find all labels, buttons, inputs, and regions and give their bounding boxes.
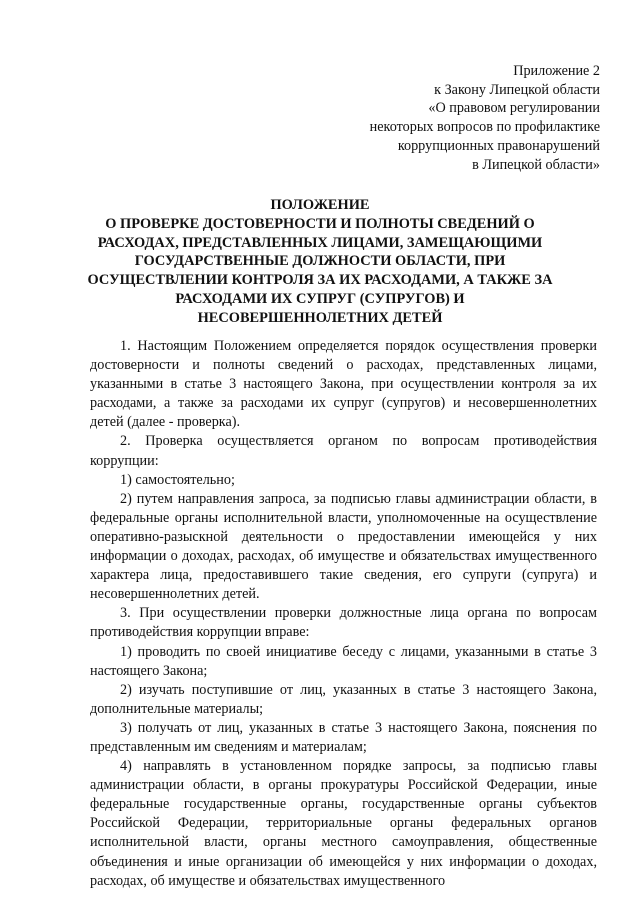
document-body bbox=[90, 337, 597, 891]
title-line: ПОЛОЖЕНИЕ bbox=[270, 197, 370, 213]
paragraph: 1) проводить по своей инициативе беседу с лицами, указанными в статье 3 настоящего Закона; bbox=[90, 643, 597, 679]
appendix-line: к Закону Липецкой области bbox=[434, 81, 600, 98]
title-line: ГОСУДАРСТВЕННЫЕ ДОЛЖНОСТИ ОБЛАСТИ, ПРИ bbox=[134, 253, 506, 270]
appendix-line: «О правовом регулировании bbox=[428, 100, 600, 117]
paragraph: 1) самостоятельно; bbox=[120, 471, 235, 488]
title-line: О ПРОВЕРКЕ ДОСТОВЕРНОСТИ И ПОЛНОТЫ СВЕДЕНИЙ О bbox=[105, 215, 535, 232]
title-line: РАСХОДАХ, ПРЕДСТАВЛЕННЫХ ЛИЦАМИ, ЗАМЕЩАЮЩИМИ bbox=[97, 234, 543, 251]
paragraph: 4) направлять в установленном порядке запросы, за подписью главы администрации области, в органы прокуратуры Российской Федерации, иные федеральные государственные органы, государственные органы субъектов Российской Федерации, территориальные органы федеральных органов исполнительной власти, органы местного самоуправления, общественные объединения и иные организации об имеющейся у них информации о доходах, расходах, об имуществе и обязательствах имущественного bbox=[90, 758, 597, 889]
document-title bbox=[45, 196, 595, 328]
paragraph: 2) изучать поступившие от лиц, указанных в статье 3 настоящего Закона, дополнительные материалы; bbox=[90, 681, 597, 717]
appendix-line: в Липецкой области» bbox=[472, 156, 600, 173]
appendix-line: коррупционных правонарушений bbox=[397, 137, 600, 154]
paragraph: 3. При осуществлении проверки должностные лица органа по вопросам противодействия коррупции вправе: bbox=[90, 605, 597, 641]
title-line: РАСХОДАМИ ИХ СУПРУГ (СУПРУГОВ) И bbox=[175, 290, 465, 307]
paragraph: 2. Проверка осуществляется органом по вопросам противодействия коррупции: bbox=[90, 433, 597, 469]
paragraph: 2) путем направления запроса, за подписью главы администрации области, в федеральные органы исполнительной власти, уполномоченные на осуществление оперативно-разыскной деятельности о предоставлении имеющейся у них информации о доходах, расходах, об имуществе и обязательствах имущественного характера лица, предоставившего такие сведения, его супруги (супруга) и несовершеннолетних детей. bbox=[90, 490, 597, 603]
appendix-header bbox=[280, 62, 600, 174]
appendix-line: некоторых вопросов по профилактике bbox=[369, 119, 600, 136]
paragraph: 1. Настоящим Положением определяется порядок осуществления проверки достоверности и полноты сведений о расходах, представленных лицами, указанными в статье 3 настоящего Закона, при осуществлении контроля за их расходами, а также за расходами их супруг (супругов) и несовершеннолетних детей (далее - проверка). bbox=[90, 338, 597, 431]
title-line: НЕСОВЕРШЕННОЛЕТНИХ ДЕТЕЙ bbox=[197, 309, 443, 326]
appendix-line: Приложение 2 bbox=[513, 63, 600, 79]
title-line: ОСУЩЕСТВЛЕНИИ КОНТРОЛЯ ЗА ИХ РАСХОДАМИ, А ТАКЖЕ ЗА bbox=[87, 272, 553, 289]
paragraph: 3) получать от лиц, указанных в статье 3 настоящего Закона, пояснения по представленным им сведениям и материалам; bbox=[90, 719, 597, 755]
